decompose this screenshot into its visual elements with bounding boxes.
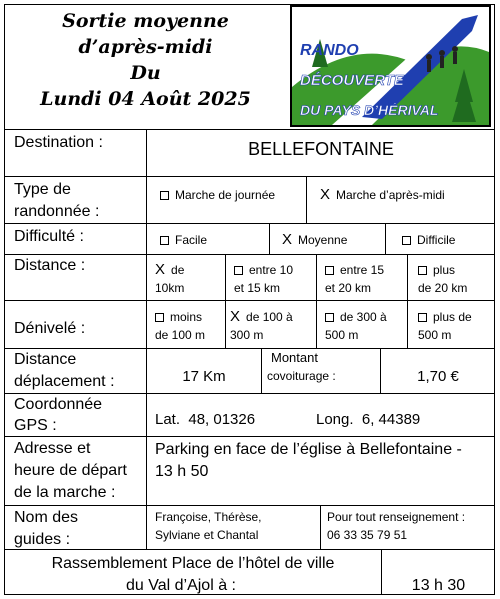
option-distance-15-20[interactable] xyxy=(325,261,384,297)
type-label-line-2: randonnée : xyxy=(14,203,100,220)
option-distance-10km[interactable] xyxy=(155,261,184,297)
column-divider xyxy=(146,129,147,549)
option-label: 500 m xyxy=(325,328,359,342)
outing-title xyxy=(8,8,283,120)
info-phone: 06 33 35 79 51 xyxy=(327,528,408,542)
checkbox-icon[interactable] xyxy=(418,266,427,275)
option-label: Marche d’après-midi xyxy=(336,188,445,202)
depart-label-line-1: Adresse et xyxy=(14,440,91,457)
column-divider xyxy=(316,254,317,348)
option-label: plus xyxy=(433,263,456,277)
option-label: plus de xyxy=(433,310,472,324)
type-label-line-1: Type de xyxy=(14,181,71,198)
checkbox-icon[interactable] xyxy=(160,191,169,200)
option-label: de 100 à xyxy=(246,310,293,324)
option-label: entre 15 xyxy=(340,263,385,277)
option-label: et 20 km xyxy=(325,281,372,295)
checkbox-icon[interactable] xyxy=(155,313,164,322)
rassemblement-line-1: Rassemblement Place de l’hôtel de ville xyxy=(51,555,335,572)
divider xyxy=(5,436,495,437)
option-label: Moyenne xyxy=(298,233,348,247)
difficulte-label: Difficulté : xyxy=(14,228,84,245)
guides-label-line-1: Nom des xyxy=(14,509,79,526)
option-label: de xyxy=(171,263,185,277)
option-label: Facile xyxy=(175,233,208,247)
column-divider xyxy=(269,223,270,254)
montant-label-line-2: covoiturage : xyxy=(267,369,336,383)
rassemblement-time: 13 h 30 xyxy=(411,577,466,594)
option-distance-plus-20[interactable] xyxy=(418,261,467,297)
option-label: entre 10 xyxy=(249,263,294,277)
option-marche-journee[interactable] xyxy=(160,184,275,206)
montant-label-line-1: Montant xyxy=(271,350,318,365)
option-difficile[interactable] xyxy=(402,229,455,251)
divider xyxy=(5,505,495,506)
checkbox-icon[interactable] xyxy=(160,236,169,245)
column-divider xyxy=(225,254,226,348)
checkbox-icon[interactable] xyxy=(234,266,243,275)
gps-label-line-2: GPS : xyxy=(14,417,57,434)
divider xyxy=(5,223,495,224)
logo-text-decouverte: DÉCOUVERTE xyxy=(300,72,404,89)
checked-x-icon[interactable]: X xyxy=(320,186,331,203)
deplacement-value: 17 Km xyxy=(182,368,226,385)
option-denivele-plus-500[interactable] xyxy=(418,308,472,344)
title-line-4: Lundi 04 Août 2025 xyxy=(40,88,251,110)
option-denivele-100-300[interactable] xyxy=(230,308,293,344)
checked-x-icon[interactable]: X xyxy=(230,308,241,325)
divider xyxy=(5,348,495,349)
option-label: de 100 m xyxy=(155,328,206,342)
option-distance-10-15[interactable] xyxy=(234,261,293,297)
logo-text-herival: DU PAYS D’HÉRIVAL xyxy=(300,102,439,118)
title-line-1: Sortie moyenne xyxy=(62,10,229,32)
guides-names-line-2: Sylviane et Chantal xyxy=(155,528,259,542)
option-label: de 20 km xyxy=(418,281,468,295)
option-label: et 15 km xyxy=(234,281,281,295)
option-label: moins xyxy=(170,310,203,324)
divider xyxy=(5,129,495,130)
guides-names-line-1: Françoise, Thérèse, xyxy=(155,510,262,524)
divider xyxy=(5,176,495,177)
checkbox-icon[interactable] xyxy=(325,266,334,275)
checkbox-icon[interactable] xyxy=(418,313,427,322)
checked-x-icon[interactable]: X xyxy=(155,261,166,278)
logo-text-rando: RANDO xyxy=(300,42,359,59)
option-label: de 300 à xyxy=(340,310,387,324)
option-denivele-moins-100[interactable] xyxy=(155,308,205,344)
deplacement-label-line-2: déplacement : xyxy=(14,373,115,390)
depart-label-line-3: de la marche : xyxy=(14,484,116,501)
title-line-3: Du xyxy=(130,62,161,84)
gps-latitude: Lat. 48, 01326 xyxy=(155,411,256,428)
option-moyenne[interactable] xyxy=(282,229,347,251)
divider xyxy=(5,300,495,301)
checkbox-icon[interactable] xyxy=(325,313,334,322)
depart-value-line-2: 13 h 50 xyxy=(155,463,209,480)
depart-value-line-1: Parking en face de l’église à Bellefontaine - xyxy=(155,441,462,458)
info-label: Pour tout renseignement : xyxy=(327,510,466,524)
option-label: Marche de journée xyxy=(175,188,276,202)
checkbox-icon[interactable] xyxy=(402,236,411,245)
checked-x-icon[interactable]: X xyxy=(282,231,293,248)
title-line-2: d’après-midi xyxy=(78,36,213,58)
denivele-label: Dénivelé : xyxy=(14,320,86,337)
gps-label-line-1: Coordonnée xyxy=(14,396,103,413)
rando-logo xyxy=(290,5,491,127)
column-divider xyxy=(407,254,408,348)
column-divider xyxy=(306,176,307,223)
montant-value: 1,70 € xyxy=(417,368,459,385)
guides-label-line-2: guides : xyxy=(14,531,71,548)
option-marche-apres-midi[interactable] xyxy=(320,184,445,206)
depart-label-line-2: heure de départ xyxy=(14,462,127,479)
deplacement-label-line-1: Distance xyxy=(14,351,77,368)
column-divider xyxy=(385,223,386,254)
destination-label: Destination : xyxy=(14,134,103,151)
option-label: 500 m xyxy=(418,328,452,342)
rassemblement-line-2: du Val d’Ajol à : xyxy=(126,577,236,594)
gps-longitude: Long. 6, 44389 xyxy=(316,411,421,428)
option-facile[interactable] xyxy=(160,229,207,251)
option-label: 10km xyxy=(155,281,185,295)
divider xyxy=(5,549,495,550)
option-label: 300 m xyxy=(230,328,264,342)
option-denivele-300-500[interactable] xyxy=(325,308,387,344)
destination-value: BELLEFONTAINE xyxy=(248,139,394,159)
column-divider xyxy=(320,505,321,549)
distance-label: Distance : xyxy=(14,257,86,274)
option-label: Difficile xyxy=(417,233,456,247)
column-divider xyxy=(261,348,262,393)
